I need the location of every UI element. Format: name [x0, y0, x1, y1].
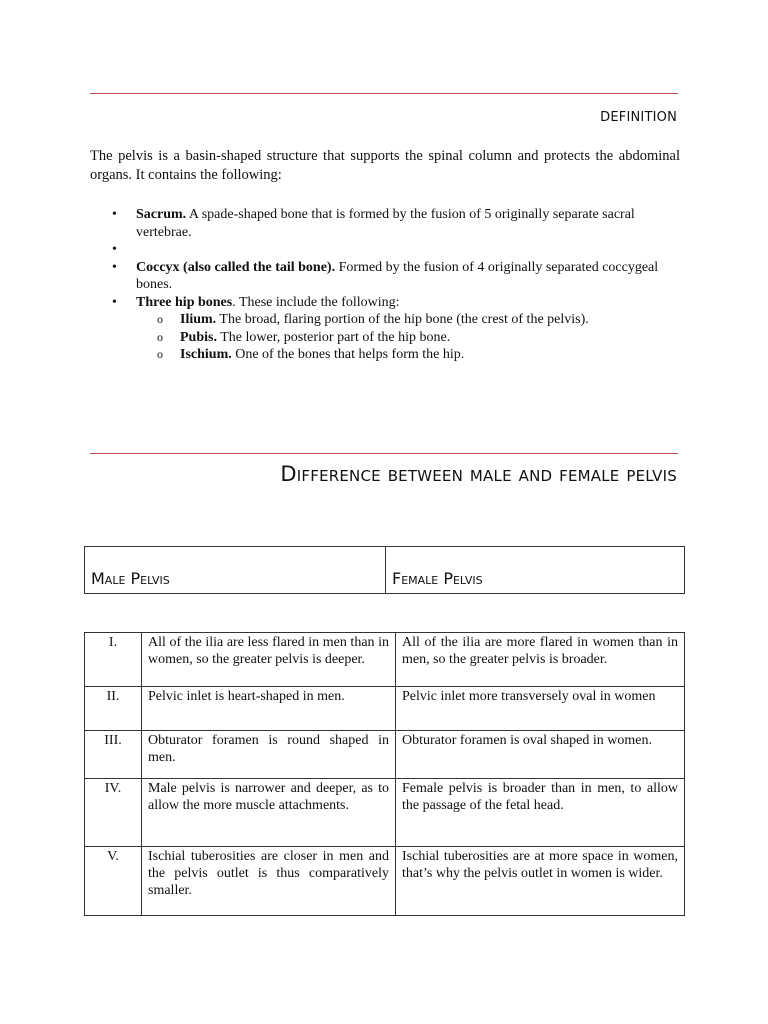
comparison-table: [84, 632, 685, 916]
female-cell: Pelvic inlet more transversely oval in women: [396, 687, 685, 731]
section-divider-difference: [90, 453, 678, 454]
table-row: [85, 779, 685, 847]
term-label: Ischium.: [180, 347, 232, 362]
bullet-icon: •: [112, 259, 117, 275]
male-cell: Ischial tuberosities are closer in men and the pelvis outlet is thus comparatively smaller.: [142, 847, 396, 916]
list-item-coccyx: [90, 259, 680, 294]
bone-list: [90, 206, 680, 364]
table-row: [85, 731, 685, 779]
table-row: [85, 687, 685, 731]
male-cell: Obturator foramen is round shaped in men.: [142, 731, 396, 779]
table-row: [85, 847, 685, 916]
hip-bone-sublist: [136, 311, 680, 364]
section-divider-definition: [90, 93, 678, 94]
term-label: Ilium.: [180, 312, 217, 327]
circle-bullet-icon: o: [157, 329, 163, 344]
term-description: The lower, posterior part of the hip bone.: [216, 329, 451, 345]
term-description: . These include the following:: [232, 294, 400, 310]
female-cell: Ischial tuberosities are at more space in women, that’s why the pelvis outlet in women is wider.: [396, 847, 685, 916]
term-description: A spade-shaped bone that is formed by the fusion of 5 originally separate sacral vertebrae.: [136, 207, 635, 240]
bullet-icon: •: [112, 242, 117, 257]
row-number: III.: [85, 731, 142, 779]
female-cell: Obturator foramen is oval shaped in women.: [396, 731, 685, 779]
circle-bullet-icon: o: [157, 347, 163, 361]
list-item-empty: [90, 241, 680, 259]
sublist-item-pubis: [136, 329, 680, 347]
male-cell: All of the ilia are less flared in men than in women, so the greater pelvis is deeper.: [142, 633, 396, 687]
row-number: II.: [85, 687, 142, 731]
male-cell: Pelvic inlet is heart-shaped in men.: [142, 687, 396, 731]
term-label: Sacrum.: [136, 207, 187, 222]
female-pelvis-header: Female Pelvis: [386, 547, 685, 594]
definition-heading: definition: [600, 104, 677, 126]
list-item-sacrum: [90, 206, 680, 241]
term-label: Pubis.: [180, 329, 217, 345]
row-number: I.: [85, 633, 142, 687]
row-number: IV.: [85, 779, 142, 847]
male-cell: Male pelvis is narrower and deeper, as to allow the more muscle attachments.: [142, 779, 396, 847]
comparison-header-table: [84, 546, 685, 594]
female-cell: Female pelvis is broader than in men, to allow the passage of the fetal head.: [396, 779, 685, 847]
row-number: V.: [85, 847, 142, 916]
bullet-icon: •: [112, 207, 117, 222]
term-description: Formed by the fusion of 4 originally separated coccygeal bones.: [136, 259, 659, 292]
sublist-item-ilium: [136, 311, 680, 329]
definition-intro: The pelvis is a basin-shaped structure that supports the spinal column and protects the abdominal organs. It contains the following:: [90, 148, 680, 183]
term-description: One of the bones that helps form the hip.: [231, 347, 465, 362]
male-pelvis-header: Male Pelvis: [85, 547, 386, 594]
sublist-item-ischium: [136, 346, 680, 364]
circle-bullet-icon: o: [157, 312, 163, 326]
term-label: Three hip bones: [136, 294, 233, 310]
difference-heading: Difference between male and female pelvis: [280, 462, 677, 486]
table-row: [85, 633, 685, 687]
list-item-hip-bones: [90, 294, 680, 364]
female-cell: All of the ilia are more flared in women than in men, so the greater pelvis is broader.: [396, 633, 685, 687]
term-description: The broad, flaring portion of the hip bone (the crest of the pelvis).: [216, 312, 589, 327]
bullet-icon: •: [112, 294, 117, 310]
term-label: Coccyx (also called the tail bone).: [136, 259, 336, 275]
